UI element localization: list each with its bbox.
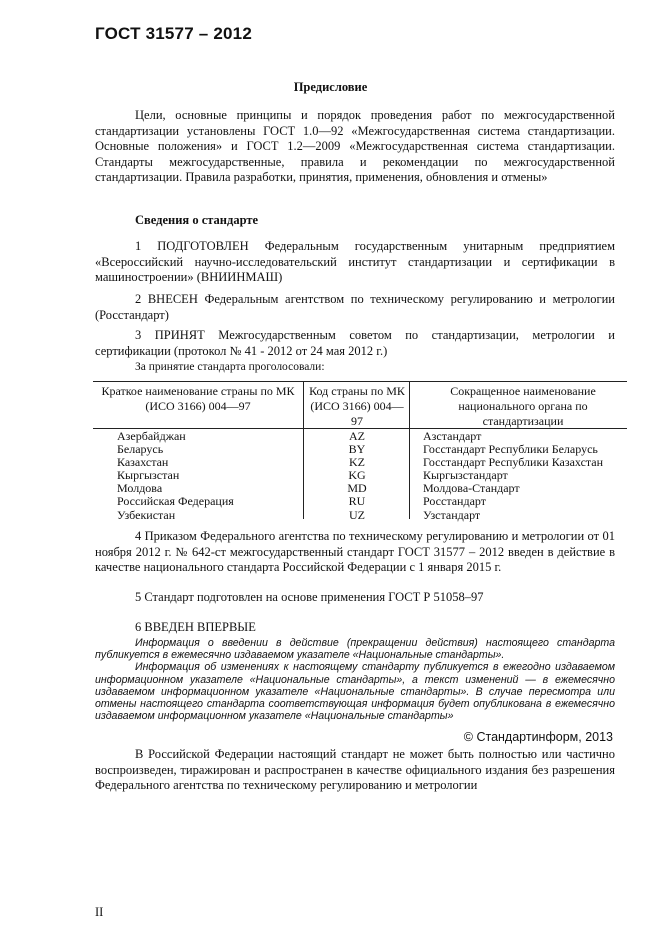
table-cell-country: Молдова [117,481,163,496]
info-item-2: 2 ВНЕСЕН Федеральным агентством по техническому регулированию и метрологии (Росстандарт) [95,292,615,322]
info-item-1: 1 ПОДГОТОВЛЕН Федеральным государственным унитарным предприятием «Всероссийский научно-исследовательский институт стандартизации и сертификации в машиностроении» (ВНИИНМАШ) [95,239,615,284]
table-cell-body: Росстандарт [423,494,486,509]
table-cell-body: Госстандарт Республики Беларусь [423,442,598,457]
foreword-paragraph: Цели, основные принципы и порядок проведения работ по межгосударственной стандартизации установлены ГОСТ 1.0—92 «Межгосударственная система стандартизации. Основные положения» и ГОСТ 1.2—2009 «Межгосударственная система стандартизации. Стандарты межгосударственные, правила и рекомендации по межгосударственной стандартизации. Правила разработки, принятия, применения, обновления и отмены» [95,108,615,184]
table-cell-code: AZ [349,429,365,443]
table-cell-body: Кыргызстандарт [423,468,508,483]
info-item-5: 5 Стандарт подготовлен на основе применения ГОСТ Р 51058–97 [135,590,484,604]
table-header-code: Код страны по МК (ИСО 3166) 004—97 [309,384,405,428]
vote-label: За принятие стандарта проголосовали: [135,361,325,373]
table-column-code [309,430,405,522]
table-cell-body: Азстандарт [423,429,482,443]
table-cell-body: Госстандарт Республики Казахстан [423,455,604,470]
restriction-paragraph: В Российской Федерации настоящий стандарт не может быть полностью или частично воспроизведен, тиражирован и распространен в качестве официального издания без разрешения Федерального агентства по техническому регулированию и метрологии [95,747,615,792]
table-cell-code: KG [348,468,366,483]
table-column-divider [409,381,410,519]
voting-table [93,381,627,522]
info-item-4: 4 Приказом Федерального агентства по техническому регулированию и метрологии от 01 ноября 2012 г. № 642-ст межгосударственный стандарт ГОСТ 31577 – 2012 введен в действие в качестве национального стандарта Российской Федерации с 1 января 2015 г. [95,529,615,574]
table-top-border [93,381,627,382]
table-header-body: Сокращенное наименование национального органа по стандартизации [450,384,596,428]
info-item-6: 6 ВВЕДЕН ВПЕРВЫЕ [135,620,256,634]
notice-paragraph: Информация о введении в действие (прекращении действия) настоящего стандарта публикуется в ежемесячно издаваемом указателе «Национальные стандарты». [95,637,615,662]
table-column-body [423,430,603,522]
page-number: II [95,905,104,919]
table-cell-country: Беларусь [117,442,164,457]
table-cell-code: BY [348,442,366,457]
table-cell-country: Кыргызстан [117,468,180,483]
table-cell-code: RU [348,494,366,509]
table-cell-code: UZ [349,507,365,522]
table-cell-country: Российская Федерация [117,494,234,509]
copyright: © Стандартинформ, 2013 [463,730,613,744]
table-column-country [117,430,234,522]
notice-paragraph: Информация об изменениях к настоящему стандарту публикуется в ежегодно издаваемом информационном указателе «Национальные стандарты», а текст изменений — в ежемесячно издаваемом информационном указателе «Национальные стандарты». В случае пересмотра или отмены настоящего стандарта соответствующая информация будет опубликована в ежемесячно издаваемом информационном указателе «Национальные стандарты» [95,661,615,723]
table-column-divider [303,381,304,519]
table-cell-body: Узстандарт [423,507,481,522]
document-header: ГОСТ 31577 – 2012 [95,24,252,43]
table-header-country: Краткое наименование страны по МК (ИСО 3166) 004—97 [101,384,295,413]
info-item-3: 3 ПРИНЯТ Межгосударственным советом по стандартизации, метрологии и сертификации (протокол № 41 - 2012 от 24 мая 2012 г.) [95,328,615,358]
table-cell-country: Азербайджан [117,429,186,443]
foreword-title: Предисловие [293,80,368,94]
publication-notice [95,637,615,722]
standard-info-title: Сведения о стандарте [135,213,259,227]
table-cell-body: Молдова-Стандарт [423,481,520,496]
table-cell-code: MD [347,481,367,496]
table-cell-country: Казахстан [117,455,169,470]
table-cell-country: Узбекистан [117,507,176,522]
table-cell-code: KZ [349,455,365,470]
